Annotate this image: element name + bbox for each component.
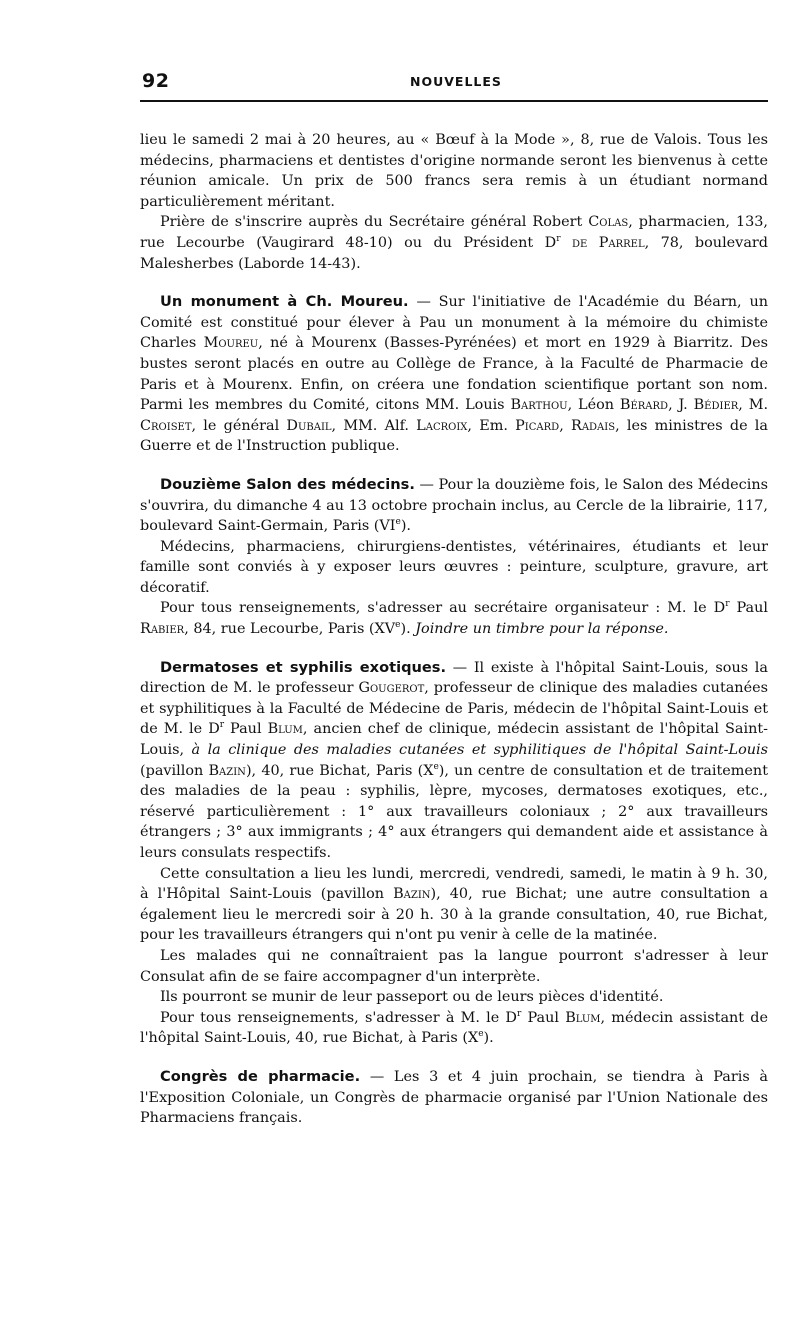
- paragraph-normandy-reunion: lieu le samedi 2 mai à 20 heures, au « Bœuf à la Mode », 8, rue de Valois. Tous les médecins, pharmaciens et dentistes d'origine normande seront les bienvenus à cette réunion amicale. Un prix de 500 francs sera remis à un étudiant normand particulièrement méritant.: [140, 132, 768, 210]
- paragraph-salon: Douzième Salon des médecins. — Pour la douzième fois, le Salon des Médecins s'ouvrira, du dimanche 4 au 13 octobre prochain inclus, au Cercle de la librairie, 117, boulevard Saint-Germain, Paris (VIe).: [140, 475, 768, 535]
- heading-moureu: Un monument à Ch. Moureu.: [160, 293, 409, 311]
- page-number: 92: [142, 70, 170, 92]
- header-rule: [140, 100, 768, 102]
- paragraph-registration: Prière de s'inscrire auprès du Secrétaire général Robert Colas, pharmacien, 133, rue Lecourbe (Vaugirard 48-10) ou du Président $D^r$ de Parrel, 78, boulevard Malesherbes (Laborde 14-43).: [140, 214, 768, 272]
- paragraph-moureu: Un monument à Ch. Moureu. — Sur l'initiative de l'Académie du Béarn, un Comité est constitué pour élever à Pau un monument à la mémoire du chimiste Charles Moureu, né à Mourenx (Basses-Pyrénées) et mort en 1929 à Biarritz. Des bustes seront placés en outre au Collège de France, à la Faculté de Pharmacie de Paris et à Mourenx. Enfin, on créera une fondation scientifique portant son nom. Parmi les membres du Comité, citons MM. Louis Barthou, Léon Bérard, J. Bédier, M. Croiset, le général Dubail, MM. Alf. Lacroix, Em. Picard, Radais, les ministres de la Guerre et de l'Instruction publique.: [140, 293, 769, 455]
- paragraph-salon-exhibitors: Médecins, pharmaciens, chirurgiens-dentistes, vétérinaires, étudiants et leur famille sont conviés à y exposer leurs œuvres : peinture, sculpture, gravure, art décoratif.: [140, 538, 768, 596]
- heading-congres: Congrès de pharmacie.: [160, 1067, 361, 1085]
- paragraph-congres: Congrès de pharmacie. — Les 3 et 4 juin prochain, se tiendra à Paris à l'Exposition Coloniale, un Congrès de pharmacie organisé par l'Union Nationale des Pharmaciens français.: [140, 1067, 769, 1127]
- section-title: NOUVELLES: [410, 74, 502, 89]
- article-body: [140, 130, 768, 1129]
- heading-salon: Douzième Salon des médecins.: [160, 475, 415, 493]
- news-item-dermatoses: [140, 658, 768, 1049]
- news-item-moureu: [140, 292, 768, 457]
- heading-dermatoses: Dermatoses et syphilis exotiques.: [160, 658, 447, 676]
- news-item-salon: [140, 475, 768, 640]
- paragraph-dermatoses-contact: Pour tous renseignements, s'adresser à M. le $D^r$ Paul Blum, médecin assistant de l'hôpital Saint-Louis, 40, rue Bichat, à Paris (Xe).: [140, 1008, 768, 1047]
- paragraph-dermatoses: Dermatoses et syphilis exotiques. — Il existe à l'hôpital Saint-Louis, sous la direction de M. le professeur Gougerot, professeur de clinique des maladies cutanées et syphilitiques à la Faculté de Médecine de Paris, médecin de l'hôpital Saint-Louis et de M. le $D^r$ Paul Blum, ancien chef de clinique, médecin assistant de l'hôpital Saint-Louis, à la clinique des maladies cutanées et syphilitiques de l'hôpital Saint-Louis (pavillon Bazin), 40, rue Bichat, Paris (Xe), un centre de consultation et de traitement des maladies de la peau : syphilis, lèpre, mycoses, dermatoses exotiques, etc., réservé particulièrement : 1° aux travailleurs coloniaux ; 2° aux travailleurs étrangers ; 3° aux immigrants ; 4° aux étrangers qui demandent aide et assistance à leurs consulats respectifs.: [140, 658, 769, 861]
- paragraph-dermatoses-hours: Cette consultation a lieu les lundi, mercredi, vendredi, samedi, le matin à 9 h. 30, à l'Hôpital Saint-Louis (pavillon Bazin), 40, rue Bichat; une autre consultation a également lieu le mercredi soir à 20 h. 30 à la grande consultation, 40, rue Bichat, pour les travailleurs étrangers qui n'ont pu venir à celle de la matinée.: [140, 865, 768, 944]
- paragraph-dermatoses-language: Les malades qui ne connaîtraient pas la langue pourront s'adresser à leur Consulat afin de se faire accompagner d'un interprète.: [140, 947, 768, 985]
- running-head: [140, 58, 770, 98]
- news-item-congres: [140, 1067, 768, 1129]
- paragraph-salon-contact: Pour tous renseignements, s'adresser au secrétaire organisateur : M. le $D^r$ Paul Rabier, 84, rue Lecourbe, Paris (XVe). Joindre un timbre pour la réponse.: [140, 599, 769, 638]
- paragraph-dermatoses-passport: Ils pourront se munir de leur passeport ou de leurs pièces d'identité.: [160, 989, 664, 1006]
- name-de-parrel: de Parrel: [571, 234, 645, 251]
- name-colas: Colas: [588, 214, 629, 231]
- page: [140, 58, 770, 1127]
